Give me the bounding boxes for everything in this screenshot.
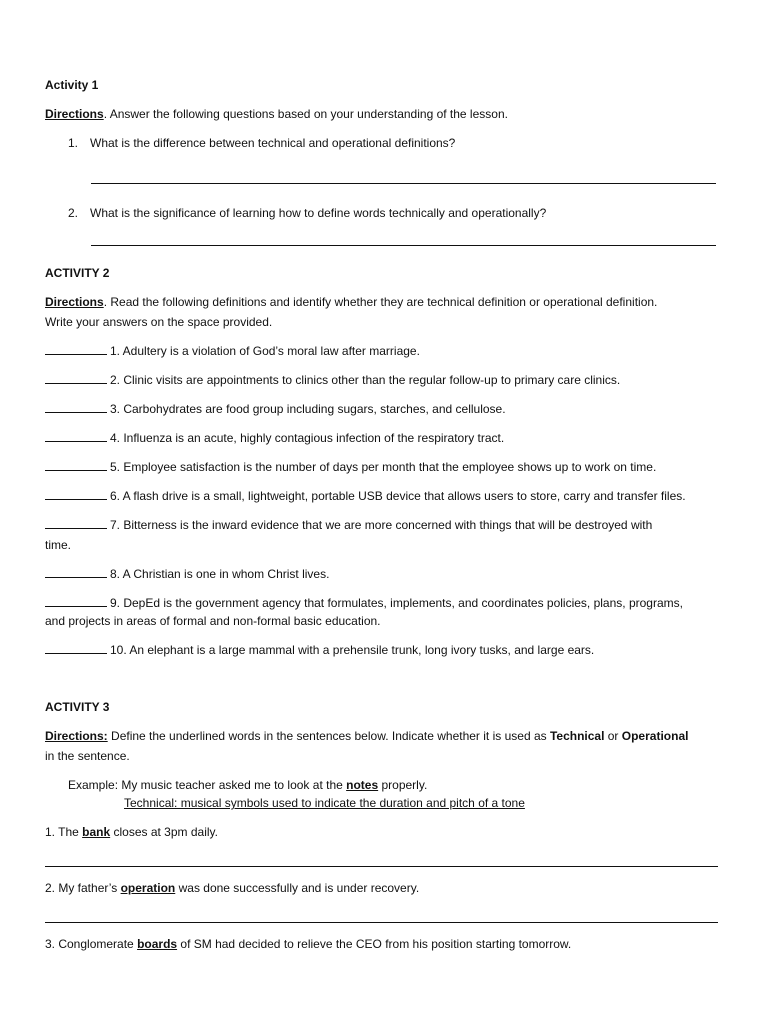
directions-label: Directions [45,295,104,309]
question-number: 1. [68,136,79,150]
definition-item [45,488,686,504]
definition-text: 3. Carbohydrates are food group including sugars, starches, and cellulose. [110,402,506,416]
activity1-question-1 [68,135,456,151]
answer-line[interactable] [91,183,716,184]
definition-item [45,566,329,582]
definition-text: 9. DepEd is the government agency that formulates, implements, and coordinates policies, plans, programs, [110,596,683,610]
directions-text: . Read the following definitions and identify whether they are technical definition or operational definition. [103,295,658,309]
directions-label: Directions: [45,729,108,743]
answer-blank[interactable] [45,642,107,654]
technical-term: Technical [549,729,605,743]
example-sentence [68,777,427,793]
activity3-directions-cont: in the sentence. [45,749,130,763]
answer-blank[interactable] [45,517,107,529]
question-text-end: was done successfully and is under recovery. [175,881,420,895]
activity3-question-3 [45,936,571,952]
answer-blank[interactable] [45,566,107,578]
definition-item [45,459,656,475]
activity2-directions [45,294,657,310]
question-text: 2. My father’s [45,881,121,895]
example-answer: Technical: musical symbols used to indicate the duration and pitch of a tone [124,796,525,810]
activity1-directions [45,106,508,122]
directions-text: . Answer the following questions based on your understanding of the lesson. [103,107,508,121]
answer-line[interactable] [45,866,718,867]
definition-item [45,595,683,611]
definition-text: 2. Clinic visits are appointments to clinics other than the regular follow-up to primary care clinics. [110,373,621,387]
answer-blank[interactable] [45,595,107,607]
or-text: or [604,729,622,743]
answer-blank[interactable] [45,459,107,471]
directions-text: Define the underlined words in the sentences below. Indicate whether it is used as [107,729,550,743]
question-text: What is the significance of learning how to define words technically and operationally? [90,206,547,220]
activity3-directions [45,728,688,744]
answer-blank[interactable] [45,401,107,413]
activity3-question-1 [45,824,218,840]
example-text: Example: My music teacher asked me to look at the [68,778,347,792]
underlined-word: operation [120,881,176,895]
definition-item [45,430,504,446]
answer-line[interactable] [91,245,716,246]
example-text-end: properly. [378,778,428,792]
question-text-end: of SM had decided to relieve the CEO from his position starting tomorrow. [177,937,572,951]
definition-text: 1. Adultery is a violation of God’s moral law after marriage. [110,344,420,358]
activity2-heading: ACTIVITY 2 [45,266,110,280]
answer-blank[interactable] [45,430,107,442]
answer-line[interactable] [45,922,718,923]
activity3-heading: ACTIVITY 3 [45,700,110,714]
activity1-heading: Activity 1 [45,78,99,92]
definition-item [45,517,652,533]
activity1-question-2 [68,205,547,221]
question-number: 2. [68,206,79,220]
definition-item [45,343,420,359]
definition-text: 5. Employee satisfaction is the number of days per month that the employee shows up to work on time. [110,460,657,474]
operational-term: Operational [621,729,689,743]
definition-item [45,642,594,658]
question-text: 3. Conglomerate [45,937,138,951]
answer-blank[interactable] [45,343,107,355]
directions-label: Directions [45,107,104,121]
answer-blank[interactable] [45,372,107,384]
definition-text: 8. A Christian is one in whom Christ lives. [110,567,330,581]
question-text: 1. The [45,825,83,839]
underlined-word: boards [137,937,178,951]
definition-item-cont: time. [45,538,72,552]
definition-text: 7. Bitterness is the inward evidence that we are more concerned with things that will be destroyed with [110,518,653,532]
definition-text: 4. Influenza is an acute, highly contagious infection of the respiratory tract. [110,431,505,445]
question-text: What is the difference between technical and operational definitions? [90,136,456,150]
answer-blank[interactable] [45,488,107,500]
underlined-word: bank [82,825,111,839]
definition-item-cont: and projects in areas of formal and non-formal basic education. [45,614,381,628]
question-text-end: closes at 3pm daily. [110,825,218,839]
definition-text: 10. An elephant is a large mammal with a prehensile trunk, long ivory tusks, and large ears. [110,643,595,657]
definition-item [45,401,506,417]
example-underlined-word: notes [346,778,379,792]
activity2-directions-cont: Write your answers on the space provided. [45,315,273,329]
definition-text: 6. A flash drive is a small, lightweight, portable USB device that allows users to store, carry and transfer files. [110,489,686,503]
activity3-question-2 [45,880,419,896]
definition-item [45,372,620,388]
